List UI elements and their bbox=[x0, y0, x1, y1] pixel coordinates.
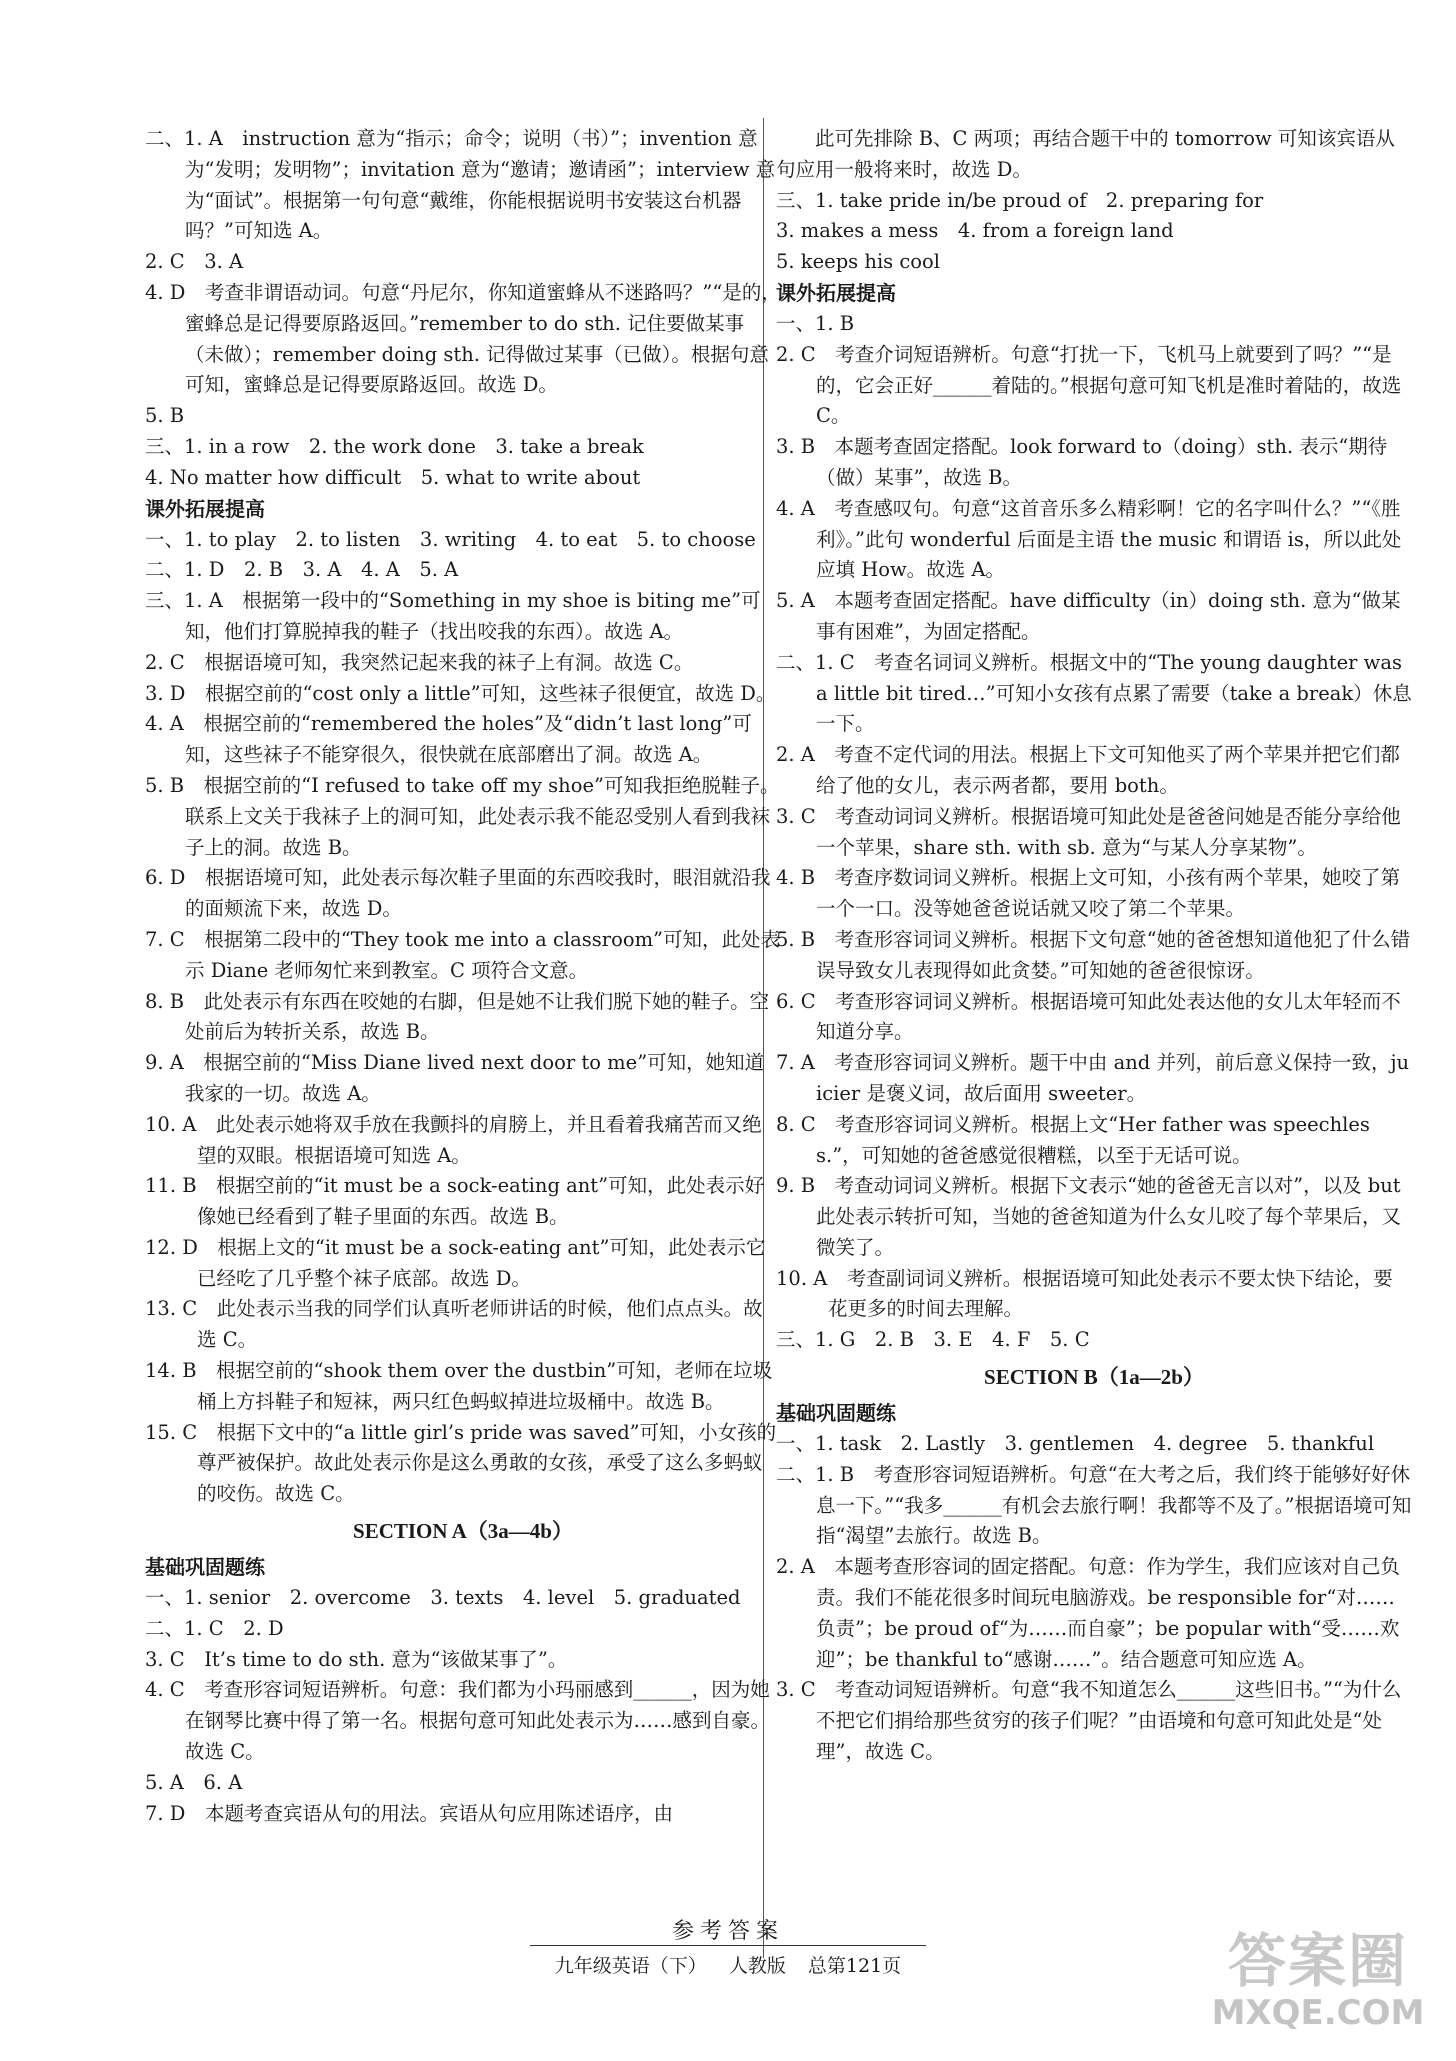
footer-rule bbox=[530, 1945, 926, 1946]
answer-paragraph: 4. No matter how difficult 5. what to write about bbox=[145, 465, 641, 489]
answer-paragraph: 2. A 本题考查形容词的固定搭配。句意：作为学生，我们应该对自己负责。我们不能花很多时间玩电脑游戏。be responsible for“对……负责”；be proud of“为……而自豪”；be popular with“受……欢迎”；be thankful to“感谢……”。结合题意可知应选 A。 bbox=[776, 1555, 1400, 1671]
answer-paragraph: 5. keeps his cool bbox=[776, 250, 941, 274]
section-heading: SECTION A（3a—4b） bbox=[353, 1519, 573, 1544]
answer-paragraph: 10. A 考查副词词义辨析。根据语境可知此处表示不要太快下结论，要花更多的时间去理解。 bbox=[776, 1266, 1393, 1321]
answer-paragraph: 2. A 考查不定代词的用法。根据上下文可知他买了两个苹果并把它们都给了他的女儿，表示两者都，要用 both。 bbox=[776, 743, 1400, 797]
watermark-logo bbox=[1198, 1929, 1438, 2049]
answer-paragraph: 5. B bbox=[145, 404, 185, 428]
answer-paragraph: 三、1. in a row 2. the work done 3. take a break bbox=[145, 434, 644, 458]
answer-paragraph: 3. makes a mess 4. from a foreign land bbox=[776, 219, 1174, 243]
answer-paragraph: 7. D 本题考查宾语从句的用法。宾语从句应用陈述语序，由 bbox=[145, 1801, 673, 1825]
answer-paragraph: 二、1. B 考查形容词短语辨析。句意“在大考之后，我们终于能够好好休息一下。”“我多______有机会去旅行啊！我都等不及了。”根据语境可知指“渴望”去旅行。故选 B。 bbox=[776, 1462, 1412, 1548]
answer-paragraph: 一、1. B bbox=[776, 311, 855, 335]
answer-paragraph: 3. C 考查动词短语辨析。句意“我不知道怎么______这些旧书。”“为什么不把它们捐给那些贫穷的孩子们呢？”由语境和句意可知此处是“处理”，故选 C。 bbox=[776, 1678, 1402, 1764]
answer-paragraph: 二、1. A instruction 意为“指示；命令；说明（书）”；invention 意为“发明；发明物”；invitation 意为“邀请；邀请函”；interview 意为“面试”。根据第一句句意“戴维，你能根据说明书安装这台机器吗？”可知选 A。 bbox=[145, 127, 776, 243]
footer-page: 总第121页 bbox=[807, 1955, 902, 1977]
left-column bbox=[145, 124, 781, 1829]
answer-paragraph: 10. A 此处表示她将双手放在我颤抖的肩膀上，并且看着我痛苦而又绝望的双眼。根据语境可知选 A。 bbox=[145, 1112, 762, 1167]
answer-paragraph: 5. B 根据空前的“I refused to take off my shoe”可知我拒绝脱鞋子。联系上文关于我袜子上的洞可知，此处表示我不能忍受别人看到我袜子上的洞。故选 B。 bbox=[145, 773, 780, 859]
answer-paragraph: 8. B 此处表示有东西在咬她的右脚，但是她不让我们脱下她的鞋子。空处前后为转折关系，故选 B。 bbox=[145, 989, 770, 1044]
answer-paragraph: 二、1. D 2. B 3. A 4. A 5. A bbox=[145, 558, 459, 582]
answer-paragraph: 8. C 考查形容词词义辨析。根据上文“Her father was speechless.”，可知她的爸爸感觉很糟糕，以至于无话可说。 bbox=[776, 1112, 1370, 1167]
right-column bbox=[776, 124, 1412, 1768]
answer-paragraph: 5. B 考查形容词词义辨析。根据下文句意“她的爸爸想知道他犯了什么错误导致女儿表现得如此贪婪。”可知她的爸爸很惊讶。 bbox=[776, 927, 1411, 982]
answer-paragraph: 5. A 6. A bbox=[145, 1770, 243, 1794]
answer-paragraph: 2. C 根据语境可知，我突然记起来我的袜子上有洞。故选 C。 bbox=[145, 650, 694, 674]
answer-paragraph: 3. C It’s time to do sth. 意为“该做某事了”。 bbox=[145, 1647, 568, 1671]
answer-paragraph: 15. C 根据下文中的“a little girl’s pride was saved”可知，小女孩的尊严被保护。故此处表示你是这么勇敢的女孩，承受了这么多蚂蚁的咬伤。故选 C。 bbox=[145, 1420, 777, 1506]
answer-paragraph: 一、1. senior 2. overcome 3. texts 4. level 5. graduated bbox=[145, 1586, 741, 1610]
answer-paragraph: 4. A 考查感叹句。句意“这首音乐多么精彩啊！它的名字叫什么？”“《胜利》。”此句 wonderful 后面是主语 the music 和谓语 is，所以此处应填 How。故选 A。 bbox=[776, 496, 1402, 582]
answer-paragraph: 二、1. C 考查名词词义辨析。根据文中的“The young daughter was a little bit tired…”可知小女孩有点累了需要（take a break）休息一下。 bbox=[776, 650, 1412, 736]
answer-paragraph: 2. C 3. A bbox=[145, 250, 244, 274]
answer-paragraph: 3. B 本题考查固定搭配。look forward to（doing）sth. 表示“期待（做）某事”，故选 B。 bbox=[776, 435, 1388, 489]
answer-paragraph: 4. D 考查非谓语动词。句意“丹尼尔，你知道蜜蜂从不迷路吗？”“是的，蜜蜂总是记得要原路返回。”remember to do sth. 记住要做某事（未做）；remember doing sth. 记得做过某事（已做）。根据句意可知，蜜蜂总是记得要原路返回。故选 D。 bbox=[145, 280, 781, 397]
section-heading: SECTION B（1a—2b） bbox=[984, 1365, 1204, 1390]
answer-paragraph: 9. A 根据空前的“Miss Diane lived next door to me”可知，她知道我家的一切。故选 A。 bbox=[145, 1051, 765, 1105]
answer-paragraph: 6. D 根据语境可知，此处表示每次鞋子里面的东西咬我时，眼泪就沿我的面颊流下来，故选 D。 bbox=[145, 866, 771, 921]
answer-paragraph: 三、1. A 根据第一段中的“Something in my shoe is biting me”可知，他们打算脱掉我的鞋子（找出咬我的东西）。故选 A。 bbox=[145, 589, 761, 643]
answer-paragraph: 三、1. take pride in/be proud of 2. preparing for bbox=[776, 188, 1264, 212]
subsection-heading: 基础巩固题练 bbox=[145, 1555, 265, 1580]
answer-paragraph: 7. C 根据第二段中的“They took me into a classroom”可知，此处表示 Diane 老师匆忙来到教室。C 项符合文意。 bbox=[145, 927, 781, 982]
subsection-heading: 基础巩固题练 bbox=[776, 1401, 896, 1426]
answer-paragraph: 三、1. G 2. B 3. E 4. F 5. C bbox=[776, 1328, 1090, 1352]
answer-paragraph: 4. A 根据空前的“remembered the holes”及“didn’t last long”可知，这些袜子不能穿很久，很快就在底部磨出了洞。故选 A。 bbox=[145, 712, 752, 767]
answer-paragraph: 6. C 考查形容词词义辨析。根据语境可知此处表达他的女儿太年轻而不知道分享。 bbox=[776, 989, 1401, 1044]
subsection-heading: 课外拓展提高 bbox=[776, 280, 896, 305]
answer-paragraph: 4. C 考查形容词短语辨析。句意：我们都为小玛丽感到______，因为她在钢琴比赛中得了第一名。根据句意可知此处表示为……感到自豪。故选 C。 bbox=[145, 1678, 771, 1764]
answer-paragraph: 9. B 考查动词词义辨析。根据下文表示“她的爸爸无言以对”，以及 but 此处表示转折可知，当她的爸爸知道为什么女儿咬了每个苹果后，又微笑了。 bbox=[776, 1174, 1402, 1259]
answer-paragraph: 13. C 此处表示当我的同学们认真听老师讲话的时候，他们点点头。故选 C。 bbox=[145, 1297, 763, 1352]
answer-paragraph: 11. B 根据空前的“it must be a sock-eating ant”可知，此处表示好像她已经看到了鞋子里面的东西。故选 B。 bbox=[145, 1174, 765, 1229]
footer-grade: 九年级英语（下） bbox=[554, 1955, 707, 1977]
footer-title: 参考答案 bbox=[671, 1919, 784, 1944]
answer-paragraph: 3. D 根据空前的“cost only a little”可知，这些袜子很便宜，故选 D。 bbox=[145, 681, 776, 705]
answer-paragraph: 一、1. to play 2. to listen 3. writing 4. to eat 5. to choose bbox=[145, 527, 756, 551]
watermark-text: 答案圈 bbox=[1227, 1927, 1408, 1995]
watermark-url: MXQE.COM bbox=[1211, 1993, 1425, 2033]
answer-paragraph: 一、1. task 2. Lastly 3. gentlemen 4. degree 5. thankful bbox=[776, 1432, 1375, 1456]
answer-paragraph: 12. D 根据上文的“it must be a sock-eating ant”可知，此处表示它已经吃了几乎整个袜子底部。故选 D。 bbox=[145, 1235, 766, 1290]
footer-edition: 人教版 bbox=[728, 1955, 786, 1977]
answer-paragraph: 4. B 考查序数词词义辨析。根据上文可知，小孩有两个苹果，她咬了第一个一口。没等她爸爸说话就又咬了第二个苹果。 bbox=[776, 866, 1401, 921]
answer-paragraph: 2. C 考查介词短语辨析。句意“打扰一下，飞机马上就要到了吗？”“是的，它会正好______着陆的。”根据句意可知飞机是准时着陆的，故选 C。 bbox=[776, 342, 1402, 428]
answer-paragraph: 3. C 考查动词词义辨析。根据语境可知此处是爸爸问她是否能分享给他一个苹果，share sth. with sb. 意为“与某人分享某物”。 bbox=[776, 804, 1401, 859]
answer-paragraph: 7. A 考查形容词词义辨析。题干中由 and 并列，前后意义保持一致，juicier 是褒义词，故后面用 sweeter。 bbox=[776, 1051, 1410, 1105]
answer-paragraph: 14. B 根据空前的“shook them over the dustbin”可知，老师在垃圾桶上方抖鞋子和短袜，两只红色蚂蚁掉进垃圾桶中。故选 B。 bbox=[145, 1359, 773, 1413]
answer-paragraph: 二、1. C 2. D bbox=[145, 1616, 284, 1640]
subsection-heading: 课外拓展提高 bbox=[145, 496, 265, 521]
answer-paragraph: 此可先排除 B、C 两项；再结合题干中的 tomorrow 可知该宾语从句应用一般将来时，故选 D。 bbox=[776, 127, 1395, 181]
answer-paragraph: 5. A 本题考查固定搭配。have difficulty（in）doing sth. 意为“做某事有困难”，为固定搭配。 bbox=[776, 589, 1401, 643]
